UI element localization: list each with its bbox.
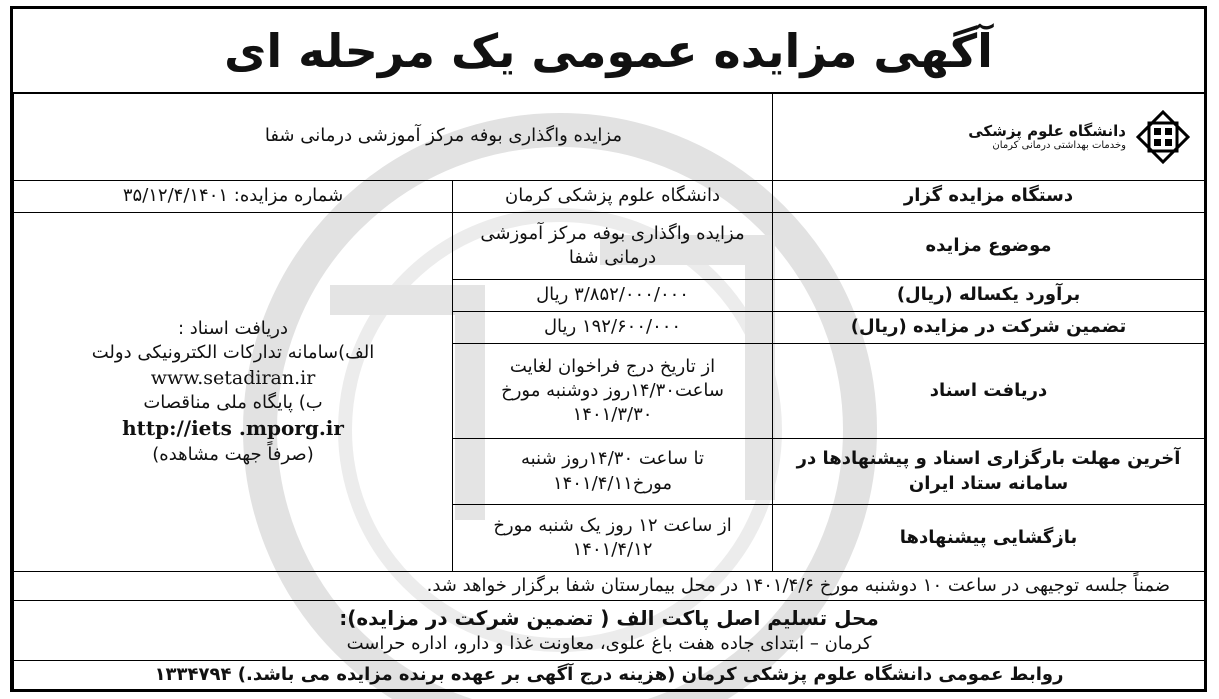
documents-line-b: ب) پایگاه ملی مناقصات: [143, 392, 323, 414]
logo-name: دانشگاه علوم پزشکی: [968, 121, 1127, 140]
notice-frame: [10, 6, 1207, 692]
auction-table: [13, 92, 1205, 691]
meeting-note: ضمناً جلسه توجیهی در ساعت ۱۰ دوشنبه مورخ ۱۴۰۱/۴/۶ در محل بیمارستان شفا برگزار خواهد شد.: [14, 572, 1205, 601]
value-opening: از ساعت ۱۲ روز یک شنبه مورخ ۱۴۰۱/۴/۱۲: [453, 505, 773, 572]
footer-note: (هزینه درج آگهی بر عهده برنده مزایده می باشد.): [237, 664, 676, 686]
logo-subtitle: وخدمات بهداشتی درمانی کرمان: [992, 139, 1127, 151]
value-subject: مزایده واگذاری بوفه مرکز آموزشی درمانی شفا: [453, 213, 773, 280]
footer-org: روابط عمومی دانشگاه علوم پزشکی کرمان: [681, 664, 1064, 686]
row-footer: [14, 661, 1205, 690]
notice-title: آگهی مزایده عمومی یک مرحله ای: [13, 9, 1204, 94]
delivery-cell: [14, 601, 1205, 661]
university-logo-icon: [1136, 110, 1190, 164]
documents-cell: [14, 213, 453, 572]
url-iets[interactable]: http://iets .mporg.ir: [122, 416, 344, 441]
delivery-title: محل تسلیم اصل پاکت الف ( تضمین شرکت در مزایده):: [339, 606, 879, 631]
row-organizer: [14, 181, 1205, 213]
header-row: [14, 93, 1205, 181]
label-subject: موضوع مزایده: [773, 213, 1205, 280]
label-documents: دریافت اسناد: [773, 344, 1205, 439]
row-delivery: [14, 601, 1205, 661]
logo-cell: [773, 93, 1205, 181]
documents-heading: دریافت اسناد :: [178, 317, 289, 339]
value-deadline: تا ساعت ۱۴/۳۰روز شنبه مورخ۱۴۰۱/۴/۱۱: [453, 439, 773, 505]
auction-number: شماره مزایده: ۳۵/۱۲/۴/۱۴۰۱: [14, 181, 453, 213]
value-guarantee: ۱۹۲/۶۰۰/۰۰۰ ریال: [453, 312, 773, 344]
label-organizer: دستگاه مزایده گزار: [773, 181, 1205, 213]
row-meeting-note: [14, 572, 1205, 601]
label-deadline: آخرین مهلت بارگزاری اسناد و پیشنهادها در سامانه ستاد ایران: [773, 439, 1205, 505]
label-guarantee: تضمین شرکت در مزایده (ریال): [773, 312, 1205, 344]
value-documents: از تاریخ درج فراخوان لغایت ساعت۱۴/۳۰روز دوشنبه مورخ ۱۴۰۱/۳/۳۰: [453, 344, 773, 439]
documents-note: (صرفاً جهت مشاهده): [152, 443, 314, 465]
url-setadiran[interactable]: www.setadiran.ir: [150, 366, 316, 389]
value-organizer: دانشگاه علوم پزشکی کرمان: [453, 181, 773, 213]
value-estimate: ۳/۸۵۲/۰۰۰/۰۰۰ ریال: [453, 280, 773, 312]
delivery-address: کرمان – ابتدای جاده هفت باغ علوی، معاونت غذا و دارو، اداره حراست: [346, 633, 872, 655]
label-opening: بازگشایی پیشنهادها: [773, 505, 1205, 572]
footer-cell: [14, 661, 1205, 690]
subject-header: مزایده واگذاری بوفه مرکز آموزشی درمانی شفا: [14, 93, 773, 181]
footer-number: ۱۳۳۴۷۹۴: [154, 664, 232, 686]
documents-line-a: الف)سامانه تدارکات الکترونیکی دولت: [91, 342, 375, 364]
row-subject: [14, 213, 1205, 280]
label-estimate: برآورد یکساله (ریال): [773, 280, 1205, 312]
